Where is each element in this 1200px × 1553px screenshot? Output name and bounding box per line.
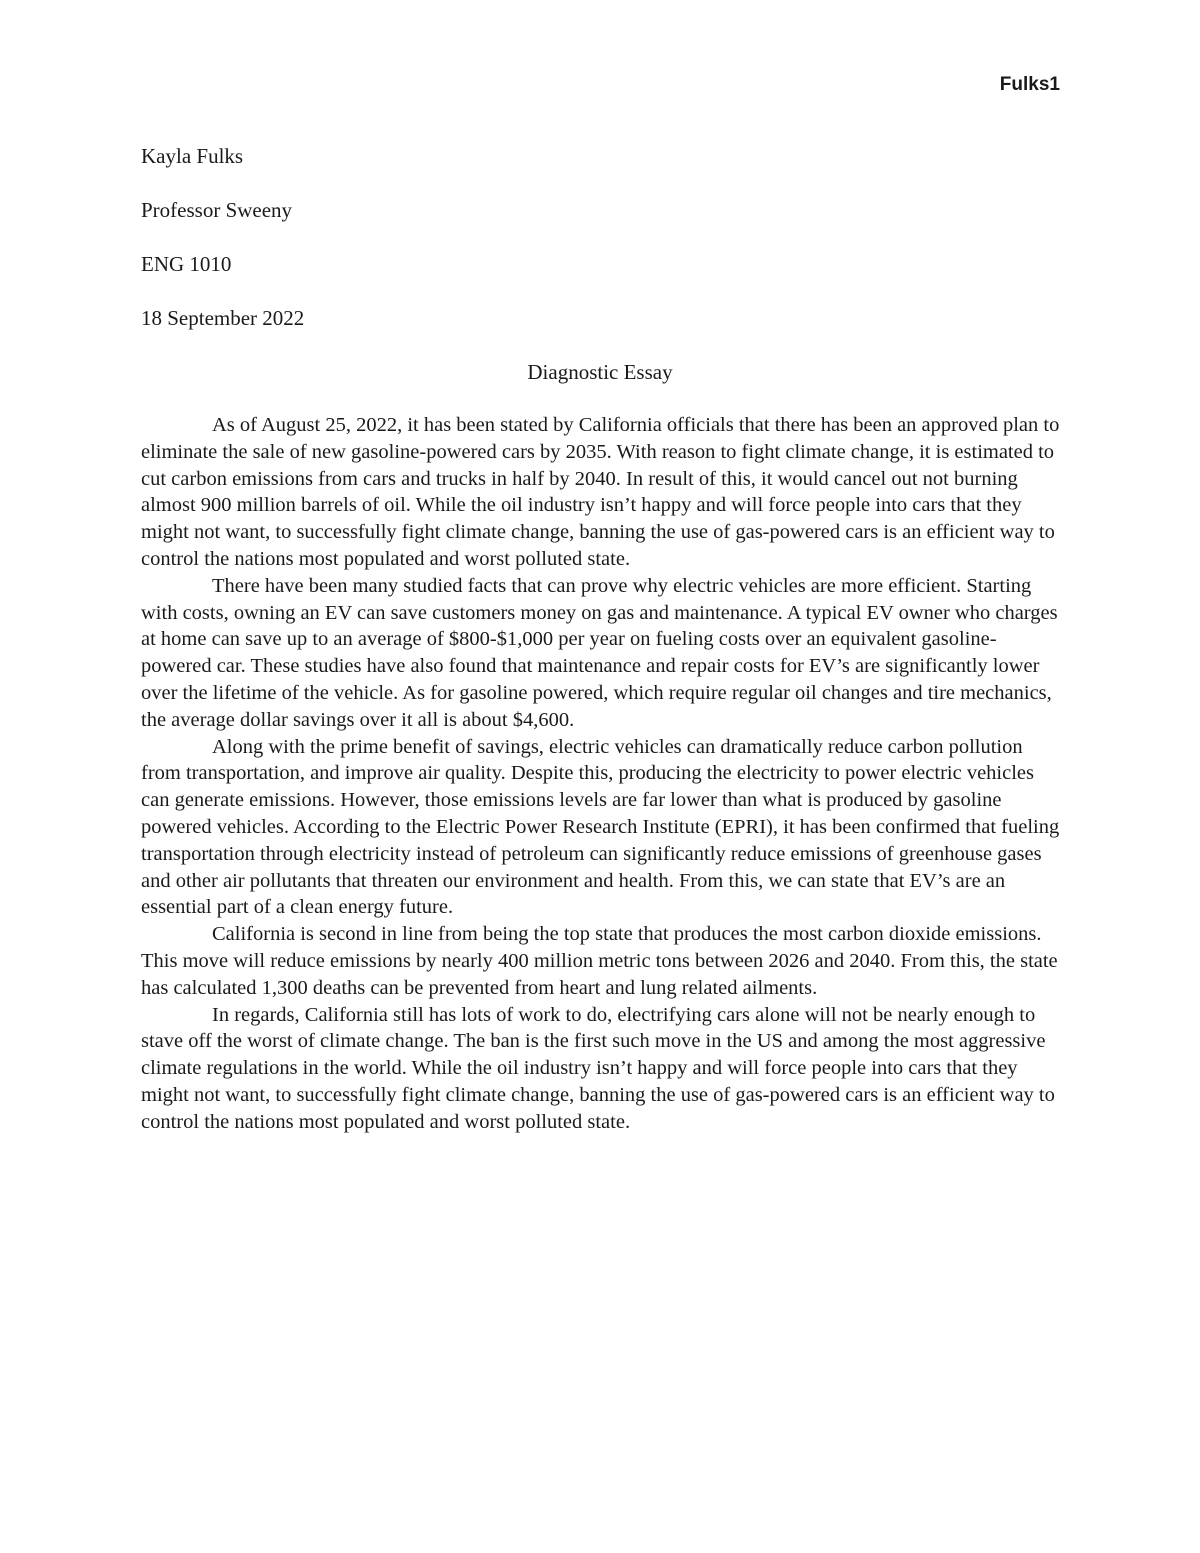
instructor-name: Professor Sweeny: [141, 198, 293, 222]
paragraph: California is second in line from being the top state that produces the most carbon dioxide emissions. This move will reduce emissions by nearly 400 million metric tons between 2026 and 2040. From this, the state has calculated 1,300 deaths can be prevented from heart and lung related ailments.: [141, 923, 1058, 999]
essay-date: 18 September 2022: [141, 306, 305, 330]
author-name: Kayla Fulks: [141, 144, 244, 168]
essay-body: [141, 412, 1063, 1136]
paragraph: There have been many studied facts that can prove why electric vehicles are more efficient. Starting with costs, owning an EV can save customers money on gas and maintenance. A typical EV owner who charges at home can save up to an average of $800-$1,000 per year on fueling costs over an equivalent gasoline-powered car. These studies have also found that maintenance and repair costs for EV’s are significantly lower over the lifetime of the vehicle. As for gasoline powered, which require regular oil changes and tire mechanics, the average dollar savings over it all is about $4,600.: [141, 574, 1058, 731]
mla-heading: [141, 142, 1061, 358]
course-name: ENG 1010: [141, 252, 232, 276]
paragraph: As of August 25, 2022, it has been stated by California officials that there has been an approved plan to eliminate the sale of new gasoline-powered cars by 2035. With reason to fight climate change, it is estimated to cut carbon emissions from cars and trucks in half by 2040. In result of this, it would cancel out not burning almost 900 million barrels of oil. While the oil industry isn’t happy and will force people into cars that they might not want, to successfully fight climate change, banning the use of gas-powered cars is an efficient way to control the nations most populated and worst polluted state.: [141, 414, 1060, 570]
essay-title: Diagnostic Essay: [527, 360, 673, 384]
paragraph: Along with the prime benefit of savings, electric vehicles can dramatically reduce carbon pollution from transportation, and improve air quality. Despite this, producing the electricity to power electric vehicles can generate emissions. However, those emissions levels are far lower than what is produced by gasoline powered vehicles. According to the Electric Power Research Institute (EPRI), it has been confirmed that fueling transportation through electricity instead of petroleum can significantly reduce emissions of greenhouse gases and other air pollutants that threaten our environment and health. From this, we can state that EV’s are an essential part of a clean energy future.: [141, 735, 1060, 919]
paragraph: In regards, California still has lots of work to do, electrifying cars alone will not be nearly enough to stave off the worst of climate change. The ban is the first such move in the US and among the most aggressive climate regulations in the world. While the oil industry isn’t happy and will force people into cars that they might not want, to successfully fight climate change, banning the use of gas-powered cars is an efficient way to control the nations most populated and worst polluted state.: [141, 1003, 1055, 1133]
running-header: Fulks1: [999, 74, 1060, 95]
